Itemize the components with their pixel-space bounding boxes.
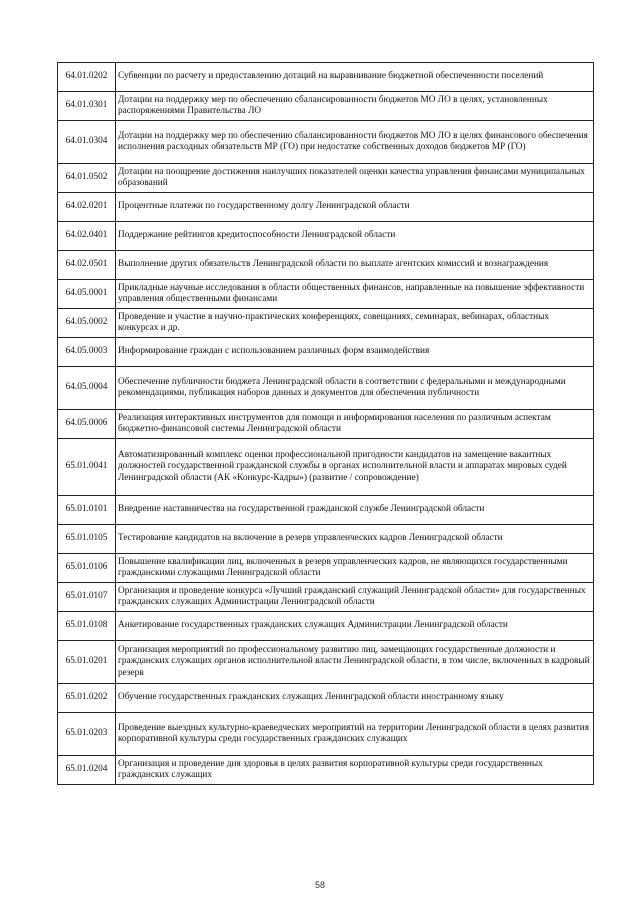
row-code: 64.05.0006 bbox=[58, 410, 116, 439]
row-description: Субвенции по расчету и предоставлению дотаций на выравнивание бюджетной обеспеченности поселений bbox=[116, 63, 594, 92]
page-number: 58 bbox=[314, 880, 325, 890]
table-row bbox=[58, 641, 594, 684]
row-code: 64.02.0201 bbox=[58, 193, 116, 222]
row-description: Реализация интерактивных инструментов для помощи и информирования населения по различным аспектам бюджетно-финансовой системы Ленинградской области bbox=[116, 410, 594, 439]
row-code: 64.01.0304 bbox=[58, 121, 116, 164]
table-row bbox=[58, 193, 594, 222]
row-code: 65.01.0107 bbox=[58, 583, 116, 612]
row-code: 65.01.0201 bbox=[58, 641, 116, 684]
row-code: 65.01.0203 bbox=[58, 713, 116, 756]
table-row bbox=[58, 280, 594, 309]
table-row bbox=[58, 63, 594, 92]
row-description: Проведение и участие в научно-практических конференциях, совещаниях, семинарах, вебинарах, областных конкурсах и др. bbox=[116, 309, 594, 338]
row-code: 65.01.0101 bbox=[58, 496, 116, 525]
budget-codes-table bbox=[57, 62, 594, 785]
table-body bbox=[58, 63, 594, 785]
row-description: Выполнение других обязательств Ленинградской области по выплате агентских комиссий и вознаграждения bbox=[116, 251, 594, 280]
row-code: 64.02.0501 bbox=[58, 251, 116, 280]
row-description: Дотации на поддержку мер по обеспечению сбалансированности бюджетов МО ЛО в целях финансового обеспечения исполнения расходных обязательств МР (ГО) при недостатке собственных доходов бюджетов МР (ГО) bbox=[116, 121, 594, 164]
row-code: 65.01.0041 bbox=[58, 439, 116, 496]
table-row bbox=[58, 525, 594, 554]
row-description: Информирование граждан с использованием различных форм взаимодействия bbox=[116, 338, 594, 367]
table-row bbox=[58, 756, 594, 785]
row-description: Тестирование кандидатов на включение в резерв управленческих кадров Ленинградской области bbox=[116, 525, 594, 554]
row-code: 64.01.0301 bbox=[58, 92, 116, 121]
table-row bbox=[58, 713, 594, 756]
row-description: Обеспечение публичности бюджета Ленинградской области в соответствии с федеральными и международными рекомендациями, публикация наборов данных и документов для обеспечения публичности bbox=[116, 367, 594, 410]
row-code: 65.01.0204 bbox=[58, 756, 116, 785]
row-description: Организация и проведение дня здоровья в целях развития корпоративной культуры среди государственных гражданских служащих bbox=[116, 756, 594, 785]
row-code: 64.01.0502 bbox=[58, 164, 116, 193]
row-description: Организация и проведение конкурса «Лучший гражданский служащий Ленинградской области» для государственных гражданских служащих Администрации Ленинградской области bbox=[116, 583, 594, 612]
row-description: Обучение государственных гражданских служащих Ленинградской области иностранному языку bbox=[116, 684, 594, 713]
row-description: Дотации на поощрение достижения наилучших показателей оценки качества управления финансами муниципальных образований bbox=[116, 164, 594, 193]
table-row bbox=[58, 684, 594, 713]
row-description: Процентные платежи по государственному долгу Ленинградской области bbox=[116, 193, 594, 222]
row-code: 65.01.0202 bbox=[58, 684, 116, 713]
table-row bbox=[58, 583, 594, 612]
row-description: Проведение выездных культурно-краеведческих мероприятий на территории Ленинградской области в целях развития корпоративной культуры среди государственных гражданских служащих bbox=[116, 713, 594, 756]
row-code: 64.05.0004 bbox=[58, 367, 116, 410]
row-code: 65.01.0106 bbox=[58, 554, 116, 583]
table-row bbox=[58, 164, 594, 193]
row-code: 64.01.0202 bbox=[58, 63, 116, 92]
row-description: Анкетирование государственных гражданских служащих Администрации Ленинградской области bbox=[116, 612, 594, 641]
row-code: 64.05.0003 bbox=[58, 338, 116, 367]
row-code: 65.01.0108 bbox=[58, 612, 116, 641]
row-description: Организация мероприятий по профессиональному развитию лиц, замещающих государственные должности и гражданских служащих органов исполнительной власти Ленинградской области, в том числе, включенных в кадровый резерв bbox=[116, 641, 594, 684]
row-code: 64.05.0002 bbox=[58, 309, 116, 338]
table-row bbox=[58, 496, 594, 525]
table-row bbox=[58, 309, 594, 338]
row-code: 64.05.0001 bbox=[58, 280, 116, 309]
table-row bbox=[58, 92, 594, 121]
table-row bbox=[58, 612, 594, 641]
table-row bbox=[58, 367, 594, 410]
row-code: 64.02.0401 bbox=[58, 222, 116, 251]
row-description: Автоматизированный комплекс оценки профессиональной пригодности кандидатов на замещение вакантных должностей государственной гражданской службы в органах исполнительной власти и аппаратах мировых судей Ленинградской области (АК «Конкурс-Кадры») (развитие / сопровождение) bbox=[116, 439, 594, 496]
table-row bbox=[58, 121, 594, 164]
row-description: Внедрение наставничества на государственной гражданской службе Ленинградской области bbox=[116, 496, 594, 525]
table-row bbox=[58, 251, 594, 280]
row-code: 65.01.0105 bbox=[58, 525, 116, 554]
table-row bbox=[58, 338, 594, 367]
row-description: Прикладные научные исследования в области общественных финансов, направленные на повышение эффективности управления общественными финансами bbox=[116, 280, 594, 309]
table-row bbox=[58, 222, 594, 251]
row-description: Поддержание рейтингов кредитоспособности Ленинградской области bbox=[116, 222, 594, 251]
table-row bbox=[58, 410, 594, 439]
table-row bbox=[58, 439, 594, 496]
row-description: Дотации на поддержку мер по обеспечению сбалансированности бюджетов МО ЛО в целях, установленных распоряжениями Правительства ЛО bbox=[116, 92, 594, 121]
row-description: Повышение квалификации лиц, включенных в резерв управленческих кадров, не являющихся государственными гражданскими служащими Ленинградской области bbox=[116, 554, 594, 583]
table-row bbox=[58, 554, 594, 583]
